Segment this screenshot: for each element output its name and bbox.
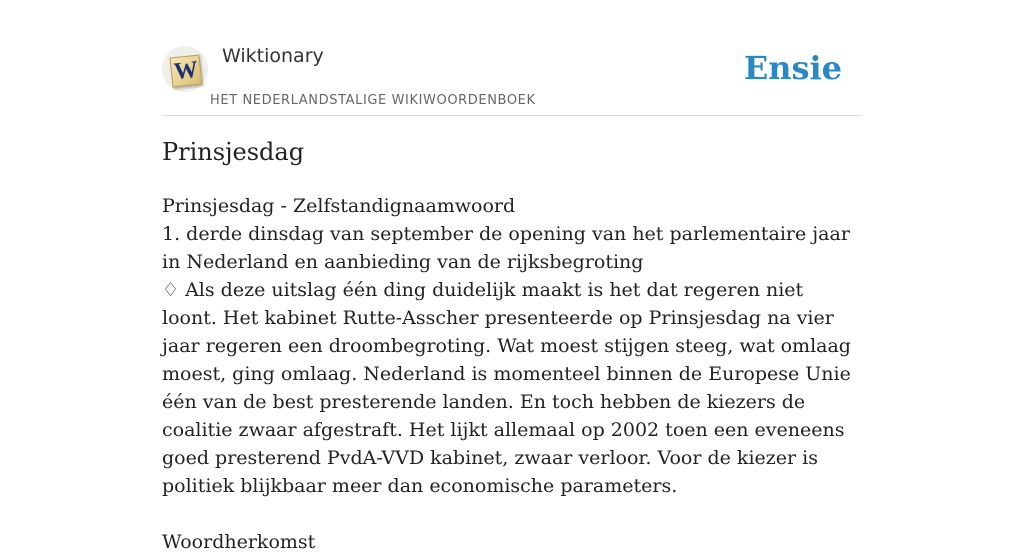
section-spacer [162, 500, 862, 528]
page-title: Prinsjesdag [162, 138, 305, 166]
wiktionary-logo[interactable] [162, 46, 208, 92]
entry-definition: 1. derde dinsdag van september de opening van het parlementaire jaar in Nederland en aanbieding van de rijksbegroting [162, 223, 850, 273]
ensie-brand-link[interactable]: Ensie [743, 49, 842, 87]
logo-tile-icon [170, 55, 203, 88]
site-name[interactable]: Wiktionary [222, 45, 324, 67]
entry-content [162, 192, 862, 556]
entry-heading: Prinsjesdag - Zelfstandignaamwoord [162, 195, 516, 217]
logo-letter: W [172, 56, 200, 86]
section-heading-etymology: Woordherkomst [162, 531, 316, 553]
entry-example: ♢ Als deze uitslag één ding duidelijk maakt is het dat regeren niet loont. Het kabinet Rutte-Asscher presenteerde op Prinsjesdag na vier jaar regeren een droombegroting. Wat moest stijgen steeg, wat omlaag moest, ging omlaag. Nederland is momenteel binnen de Europese Unie één van de best presterende landen. En toch hebben de kiezers de coalitie zwaar afgestraft. Het lijkt allemaal op 2002 toen een eveneens goed presterend PvdA-VVD kabinet, zwaar verloor. Voor de kiezer is politiek blijkbaar meer dan economische parameters. [162, 279, 851, 497]
site-tagline: HET NEDERLANDSTALIGE WIKIWOORDENBOEK [210, 93, 536, 108]
page [162, 0, 862, 553]
site-header [162, 0, 862, 116]
